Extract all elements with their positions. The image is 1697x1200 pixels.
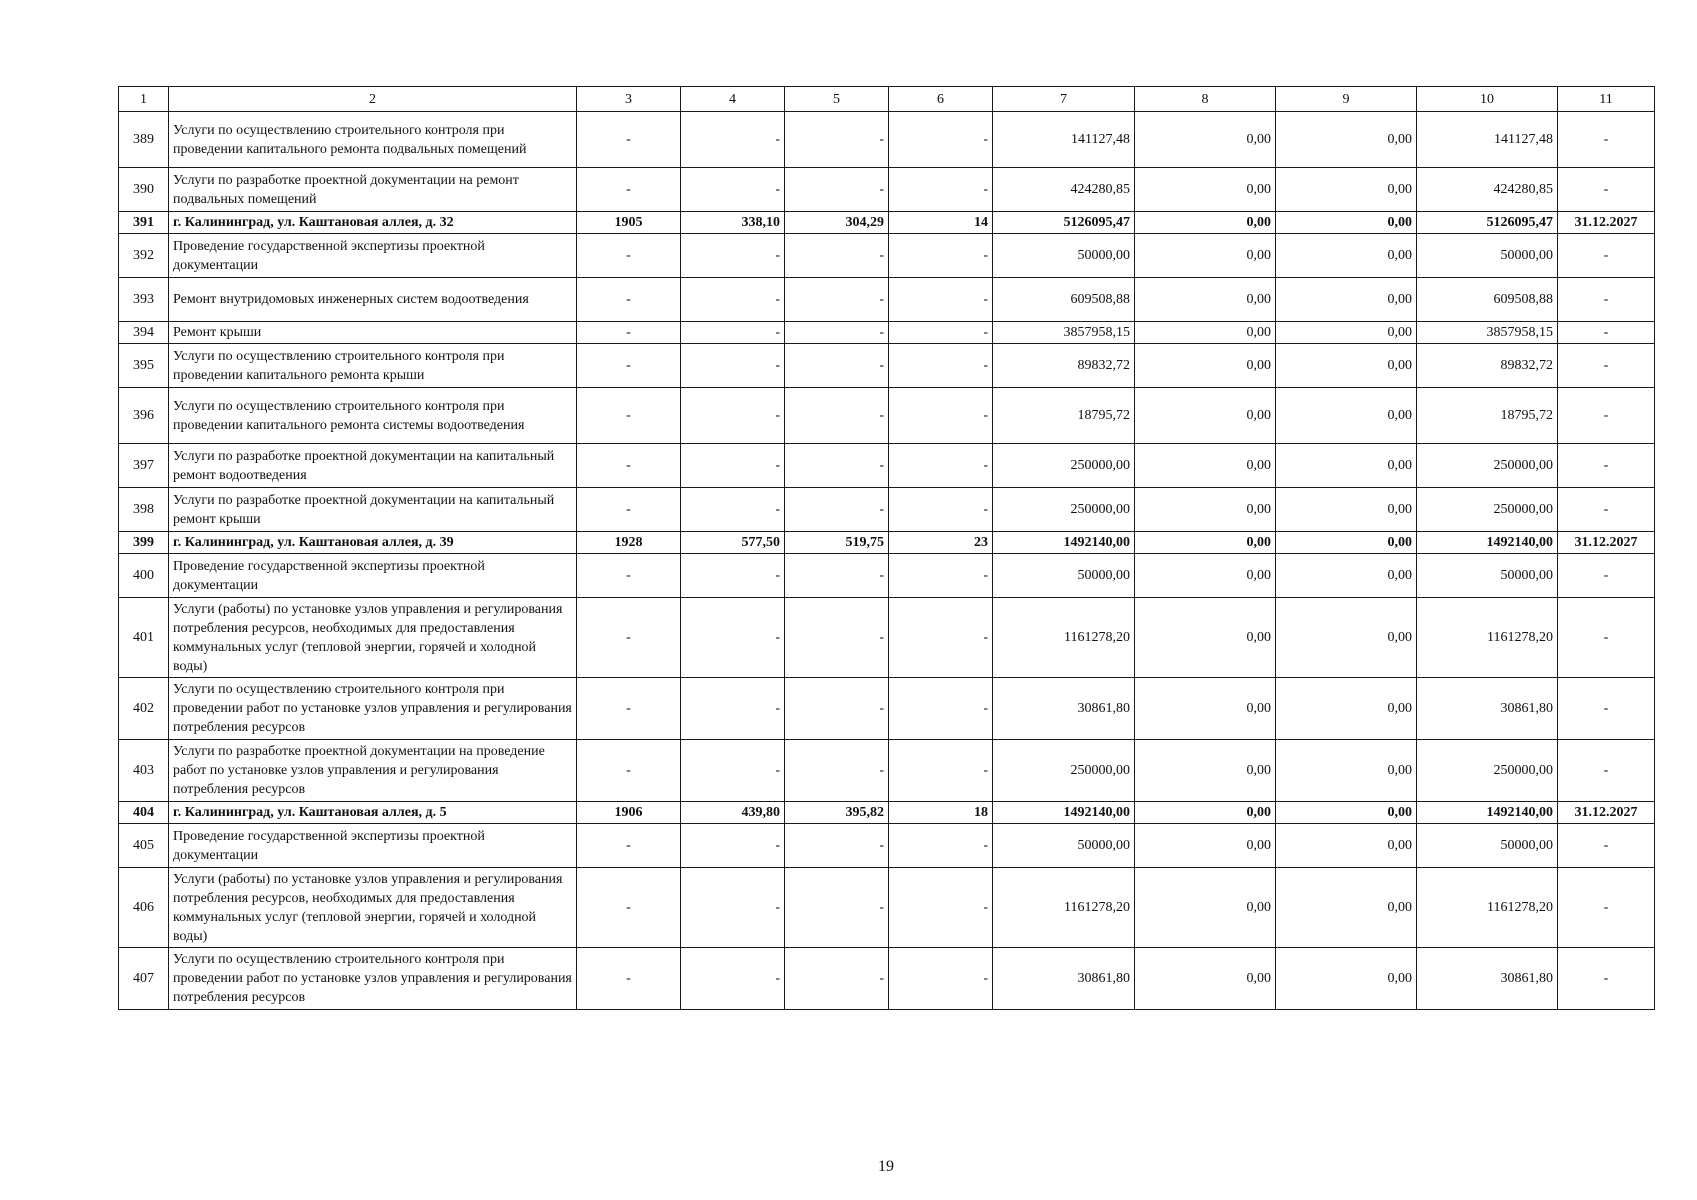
col6-cell: 23 [889, 532, 993, 554]
col10-cost-cell: 250000,00 [1417, 444, 1558, 488]
col11-cell: 31.12.2027 [1558, 532, 1655, 554]
col4-cell: - [681, 112, 785, 168]
col5-cell: - [785, 488, 889, 532]
header-cell: 3 [577, 87, 681, 112]
table-row [119, 948, 1655, 1010]
row-number-cell: 391 [119, 212, 169, 234]
col9-cell: 0,00 [1276, 212, 1417, 234]
work-name-cell: Ремонт внутридомовых инженерных систем водоотведения [169, 278, 577, 322]
col10-cost-cell: 50000,00 [1417, 824, 1558, 868]
work-name-cell: г. Калининград, ул. Каштановая аллея, д. 32 [169, 212, 577, 234]
col3-cell: 1905 [577, 212, 681, 234]
col7-cost-cell: 5126095,47 [993, 212, 1135, 234]
col7-cost-cell: 50000,00 [993, 234, 1135, 278]
col9-cell: 0,00 [1276, 948, 1417, 1010]
row-number-cell: 407 [119, 948, 169, 1010]
work-name-cell: г. Калининград, ул. Каштановая аллея, д. 5 [169, 802, 577, 824]
col11-cell: - [1558, 488, 1655, 532]
col4-cell: - [681, 388, 785, 444]
col4-cell: - [681, 168, 785, 212]
col6-cell: - [889, 678, 993, 740]
col6-cell: - [889, 388, 993, 444]
col4-cell: - [681, 278, 785, 322]
col6-cell: 14 [889, 212, 993, 234]
col10-cost-cell: 18795,72 [1417, 388, 1558, 444]
col11-cell: - [1558, 388, 1655, 444]
header-cell: 6 [889, 87, 993, 112]
row-number-cell: 395 [119, 344, 169, 388]
col5-cell: 519,75 [785, 532, 889, 554]
col6-cell: - [889, 234, 993, 278]
col8-cell: 0,00 [1135, 948, 1276, 1010]
col5-cell: - [785, 322, 889, 344]
row-number-cell: 405 [119, 824, 169, 868]
col8-cell: 0,00 [1135, 598, 1276, 678]
col4-cell: - [681, 234, 785, 278]
col11-cell: - [1558, 598, 1655, 678]
col8-cell: 0,00 [1135, 824, 1276, 868]
col4-cell: - [681, 824, 785, 868]
col7-cost-cell: 250000,00 [993, 488, 1135, 532]
col3-cell: - [577, 598, 681, 678]
col8-cell: 0,00 [1135, 388, 1276, 444]
col5-cell: - [785, 740, 889, 802]
table-row [119, 598, 1655, 678]
col8-cell: 0,00 [1135, 278, 1276, 322]
col7-cost-cell: 89832,72 [993, 344, 1135, 388]
col9-cell: 0,00 [1276, 444, 1417, 488]
table-row [119, 532, 1655, 554]
col3-cell: - [577, 868, 681, 948]
col5-cell: - [785, 388, 889, 444]
col10-cost-cell: 141127,48 [1417, 112, 1558, 168]
col10-cost-cell: 1492140,00 [1417, 802, 1558, 824]
table-row [119, 388, 1655, 444]
col9-cell: 0,00 [1276, 740, 1417, 802]
col5-cell: - [785, 278, 889, 322]
row-number-cell: 399 [119, 532, 169, 554]
col4-cell: - [681, 740, 785, 802]
col6-cell: - [889, 322, 993, 344]
col5-cell: - [785, 824, 889, 868]
col9-cell: 0,00 [1276, 234, 1417, 278]
col7-cost-cell: 250000,00 [993, 740, 1135, 802]
table-row [119, 678, 1655, 740]
col5-cell: - [785, 948, 889, 1010]
header-cell: 4 [681, 87, 785, 112]
col10-cost-cell: 609508,88 [1417, 278, 1558, 322]
col7-cost-cell: 424280,85 [993, 168, 1135, 212]
col5-cell: - [785, 678, 889, 740]
col9-cell: 0,00 [1276, 344, 1417, 388]
col10-cost-cell: 30861,80 [1417, 678, 1558, 740]
col3-cell: - [577, 824, 681, 868]
col10-cost-cell: 1161278,20 [1417, 868, 1558, 948]
row-number-cell: 390 [119, 168, 169, 212]
col3-cell: - [577, 278, 681, 322]
col7-cost-cell: 18795,72 [993, 388, 1135, 444]
col7-cost-cell: 50000,00 [993, 554, 1135, 598]
col7-cost-cell: 50000,00 [993, 824, 1135, 868]
col10-cost-cell: 250000,00 [1417, 488, 1558, 532]
col6-cell: - [889, 278, 993, 322]
col11-cell: - [1558, 168, 1655, 212]
col9-cell: 0,00 [1276, 112, 1417, 168]
row-number-cell: 404 [119, 802, 169, 824]
col8-cell: 0,00 [1135, 488, 1276, 532]
col10-cost-cell: 1161278,20 [1417, 598, 1558, 678]
work-name-cell: Проведение государственной экспертизы проектной документации [169, 824, 577, 868]
col7-cost-cell: 250000,00 [993, 444, 1135, 488]
col7-cost-cell: 3857958,15 [993, 322, 1135, 344]
col5-cell: - [785, 168, 889, 212]
col4-cell: - [681, 488, 785, 532]
col3-cell: 1906 [577, 802, 681, 824]
col7-cost-cell: 609508,88 [993, 278, 1135, 322]
row-number-cell: 398 [119, 488, 169, 532]
col4-cell: - [681, 598, 785, 678]
col3-cell: - [577, 112, 681, 168]
col8-cell: 0,00 [1135, 444, 1276, 488]
col10-cost-cell: 424280,85 [1417, 168, 1558, 212]
col7-cost-cell: 1161278,20 [993, 598, 1135, 678]
row-number-cell: 400 [119, 554, 169, 598]
work-name-cell: Проведение государственной экспертизы проектной документации [169, 554, 577, 598]
col8-cell: 0,00 [1135, 322, 1276, 344]
col6-cell: - [889, 488, 993, 532]
col3-cell: 1928 [577, 532, 681, 554]
col11-cell: - [1558, 112, 1655, 168]
col7-cost-cell: 30861,80 [993, 948, 1135, 1010]
col5-cell: - [785, 598, 889, 678]
col3-cell: - [577, 322, 681, 344]
col4-cell: 338,10 [681, 212, 785, 234]
col10-cost-cell: 89832,72 [1417, 344, 1558, 388]
col10-cost-cell: 30861,80 [1417, 948, 1558, 1010]
work-name-cell: Услуги (работы) по установке узлов управления и регулирования потребления ресурсов, необходимых для предоставления коммунальных услуг (тепловой энергии, горячей и холодной воды) [169, 868, 577, 948]
row-number-cell: 394 [119, 322, 169, 344]
col10-cost-cell: 50000,00 [1417, 234, 1558, 278]
col6-cell: - [889, 168, 993, 212]
work-name-cell: Услуги по осуществлению строительного контроля при проведении капитального ремонта подвальных помещений [169, 112, 577, 168]
col4-cell: - [681, 868, 785, 948]
row-number-cell: 402 [119, 678, 169, 740]
col10-cost-cell: 3857958,15 [1417, 322, 1558, 344]
header-cell: 10 [1417, 87, 1558, 112]
col10-cost-cell: 1492140,00 [1417, 532, 1558, 554]
col8-cell: 0,00 [1135, 212, 1276, 234]
col3-cell: - [577, 554, 681, 598]
col5-cell: - [785, 868, 889, 948]
col4-cell: 439,80 [681, 802, 785, 824]
row-number-cell: 392 [119, 234, 169, 278]
col7-cost-cell: 141127,48 [993, 112, 1135, 168]
col6-cell: - [889, 444, 993, 488]
col6-cell: - [889, 344, 993, 388]
col3-cell: - [577, 344, 681, 388]
row-number-cell: 397 [119, 444, 169, 488]
table-row [119, 322, 1655, 344]
col11-cell: - [1558, 948, 1655, 1010]
work-name-cell: Услуги по разработке проектной документации на капитальный ремонт крыши [169, 488, 577, 532]
col5-cell: - [785, 344, 889, 388]
col11-cell: 31.12.2027 [1558, 802, 1655, 824]
table-row [119, 444, 1655, 488]
header-cell: 2 [169, 87, 577, 112]
table-row [119, 740, 1655, 802]
col11-cell: - [1558, 740, 1655, 802]
col6-cell: - [889, 740, 993, 802]
col8-cell: 0,00 [1135, 554, 1276, 598]
page-number: 19 [878, 1158, 894, 1175]
col6-cell: - [889, 554, 993, 598]
col9-cell: 0,00 [1276, 488, 1417, 532]
row-number-cell: 389 [119, 112, 169, 168]
col8-cell: 0,00 [1135, 868, 1276, 948]
table-row [119, 802, 1655, 824]
col5-cell: - [785, 112, 889, 168]
col3-cell: - [577, 740, 681, 802]
col9-cell: 0,00 [1276, 278, 1417, 322]
col8-cell: 0,00 [1135, 344, 1276, 388]
col11-cell: - [1558, 278, 1655, 322]
header-cell: 9 [1276, 87, 1417, 112]
column-number-header-row [119, 87, 1655, 112]
col4-cell: - [681, 344, 785, 388]
header-cell: 11 [1558, 87, 1655, 112]
col11-cell: - [1558, 322, 1655, 344]
row-number-cell: 401 [119, 598, 169, 678]
col8-cell: 0,00 [1135, 740, 1276, 802]
table-row [119, 488, 1655, 532]
col9-cell: 0,00 [1276, 532, 1417, 554]
work-name-cell: Услуги по разработке проектной документации на ремонт подвальных помещений [169, 168, 577, 212]
table-row [119, 168, 1655, 212]
col4-cell: 577,50 [681, 532, 785, 554]
col11-cell: - [1558, 868, 1655, 948]
table-row [119, 234, 1655, 278]
col4-cell: - [681, 322, 785, 344]
col9-cell: 0,00 [1276, 598, 1417, 678]
work-name-cell: Услуги по осуществлению строительного контроля при проведении работ по установке узлов управления и регулирования потребления ресурсов [169, 948, 577, 1010]
col3-cell: - [577, 168, 681, 212]
table-row [119, 212, 1655, 234]
col8-cell: 0,00 [1135, 678, 1276, 740]
col10-cost-cell: 5126095,47 [1417, 212, 1558, 234]
col11-cell: - [1558, 678, 1655, 740]
col3-cell: - [577, 388, 681, 444]
col9-cell: 0,00 [1276, 868, 1417, 948]
col9-cell: 0,00 [1276, 678, 1417, 740]
header-cell: 8 [1135, 87, 1276, 112]
col3-cell: - [577, 948, 681, 1010]
col5-cell: 395,82 [785, 802, 889, 824]
row-number-cell: 393 [119, 278, 169, 322]
col3-cell: - [577, 444, 681, 488]
col7-cost-cell: 1161278,20 [993, 868, 1135, 948]
col8-cell: 0,00 [1135, 168, 1276, 212]
header-cell: 7 [993, 87, 1135, 112]
col6-cell: - [889, 868, 993, 948]
table-row [119, 344, 1655, 388]
col5-cell: 304,29 [785, 212, 889, 234]
col7-cost-cell: 1492140,00 [993, 532, 1135, 554]
col6-cell: - [889, 948, 993, 1010]
row-number-cell: 406 [119, 868, 169, 948]
work-name-cell: Услуги по осуществлению строительного контроля при проведении капитального ремонта крыши [169, 344, 577, 388]
work-name-cell: Услуги по осуществлению строительного контроля при проведении капитального ремонта системы водоотведения [169, 388, 577, 444]
col11-cell: - [1558, 444, 1655, 488]
col6-cell: - [889, 112, 993, 168]
col11-cell: - [1558, 344, 1655, 388]
col8-cell: 0,00 [1135, 234, 1276, 278]
col6-cell: - [889, 824, 993, 868]
col7-cost-cell: 30861,80 [993, 678, 1135, 740]
header-cell: 1 [119, 87, 169, 112]
col9-cell: 0,00 [1276, 824, 1417, 868]
col11-cell: - [1558, 234, 1655, 278]
col5-cell: - [785, 554, 889, 598]
work-name-cell: г. Калининград, ул. Каштановая аллея, д. 39 [169, 532, 577, 554]
col6-cell: 18 [889, 802, 993, 824]
work-name-cell: Услуги по разработке проектной документации на капитальный ремонт водоотведения [169, 444, 577, 488]
col10-cost-cell: 50000,00 [1417, 554, 1558, 598]
col4-cell: - [681, 678, 785, 740]
col4-cell: - [681, 444, 785, 488]
work-name-cell: Услуги по разработке проектной документации на проведение работ по установке узлов управления и регулирования потребления ресурсов [169, 740, 577, 802]
col5-cell: - [785, 444, 889, 488]
col4-cell: - [681, 554, 785, 598]
col8-cell: 0,00 [1135, 802, 1276, 824]
col4-cell: - [681, 948, 785, 1010]
col9-cell: 0,00 [1276, 168, 1417, 212]
table-row [119, 868, 1655, 948]
works-table [118, 86, 1655, 1010]
col6-cell: - [889, 598, 993, 678]
col3-cell: - [577, 678, 681, 740]
work-name-cell: Проведение государственной экспертизы проектной документации [169, 234, 577, 278]
table-row [119, 554, 1655, 598]
table-row [119, 112, 1655, 168]
col8-cell: 0,00 [1135, 112, 1276, 168]
col3-cell: - [577, 234, 681, 278]
header-cell: 5 [785, 87, 889, 112]
table-row [119, 278, 1655, 322]
col11-cell: 31.12.2027 [1558, 212, 1655, 234]
row-number-cell: 396 [119, 388, 169, 444]
col9-cell: 0,00 [1276, 554, 1417, 598]
col5-cell: - [785, 234, 889, 278]
work-name-cell: Ремонт крыши [169, 322, 577, 344]
col9-cell: 0,00 [1276, 802, 1417, 824]
col10-cost-cell: 250000,00 [1417, 740, 1558, 802]
col11-cell: - [1558, 824, 1655, 868]
col11-cell: - [1558, 554, 1655, 598]
work-name-cell: Услуги по осуществлению строительного контроля при проведении работ по установке узлов управления и регулирования потребления ресурсов [169, 678, 577, 740]
col9-cell: 0,00 [1276, 388, 1417, 444]
col7-cost-cell: 1492140,00 [993, 802, 1135, 824]
table-row [119, 824, 1655, 868]
work-name-cell: Услуги (работы) по установке узлов управления и регулирования потребления ресурсов, необходимых для предоставления коммунальных услуг (тепловой энергии, горячей и холодной воды) [169, 598, 577, 678]
col8-cell: 0,00 [1135, 532, 1276, 554]
col3-cell: - [577, 488, 681, 532]
col9-cell: 0,00 [1276, 322, 1417, 344]
row-number-cell: 403 [119, 740, 169, 802]
